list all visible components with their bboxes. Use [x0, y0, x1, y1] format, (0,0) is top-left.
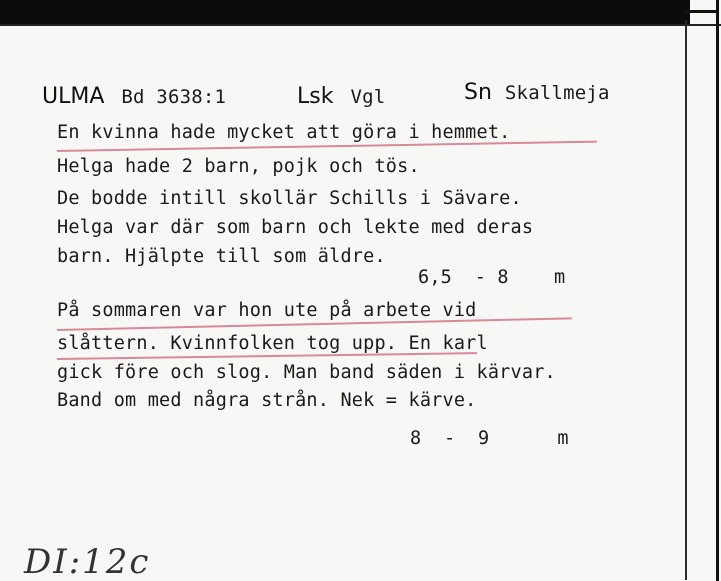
text-line: Band om med några strån. Nek = kärve. [57, 390, 477, 411]
scan-border-line [0, 24, 721, 26]
scan-border-top [0, 0, 690, 24]
age-range: 8 - 9 m [410, 428, 569, 449]
province-label: Lsk [297, 84, 334, 109]
handwritten-catalog-mark: DI:12c [24, 542, 151, 581]
age-range: 6,5 - 8 m [418, 267, 566, 288]
archive-header [42, 84, 226, 109]
scan-border-corner [685, 10, 719, 13]
scan-border-right [716, 0, 719, 581]
text-line: De bodde intill skollär Schills i Sävare. [57, 188, 522, 209]
text-line: gick före och slog. Man band säden i kärvar. [57, 362, 556, 383]
province-value: Vgl [350, 86, 386, 108]
parish-value: Skallmeja [504, 82, 610, 104]
record-id: Bd 3638:1 [121, 86, 227, 108]
text-line: På sommaren var hon ute på arbete vid [57, 300, 477, 321]
text-line: barn. Hjälpte till som äldre. [57, 246, 386, 267]
scan-border-right-inner [685, 20, 687, 580]
text-line: Helga var där som barn och lekte med deras [57, 217, 534, 238]
archive-name: ULMA [42, 84, 105, 109]
province-field [297, 84, 385, 109]
parish-field [464, 80, 610, 105]
text-line: En kvinna hade mycket att göra i hemmet. [57, 122, 511, 143]
text-line: slåttern. Kvinnfolken tog upp. En karl [57, 333, 488, 354]
text-line: Helga hade 2 barn, pojk och tös. [57, 156, 420, 177]
parish-label: Sn [464, 80, 492, 105]
